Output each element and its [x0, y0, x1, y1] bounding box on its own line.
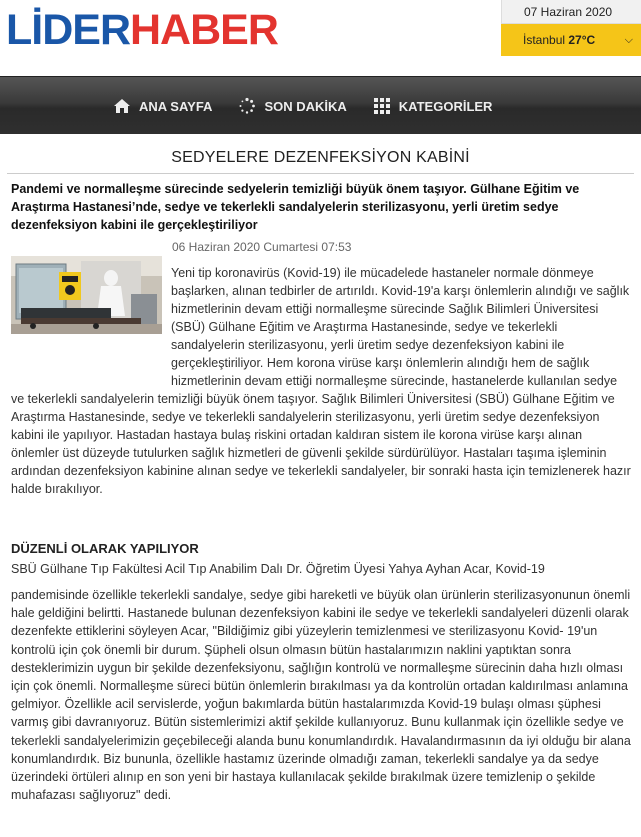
- current-date: 07 Haziran 2020: [501, 0, 641, 24]
- weather-temp: 27°C: [568, 33, 596, 47]
- article-lead-text: Yeni tip koronavirüs (Kovid-19) ile mücadelede hastaneler normale dönmeye başlarken, alınan tedbirler de artırıldı. Kovid-19'a karşı önlemlerin alındığı ve sağlık hizmetlerinin devam ettiği normalleşme sürecinde Sağlık Bilimleri Üniversitesi (SBÜ) Gülhane Eğitim ve Araştırma Hastanesinde, sedye ve tekerlekli sandalyelerin sterilizasyonu, yerli üretim sedye dezenfeksiyon kabini ile gerçekleştiriliyor. Hem korona virüse karşı önlemlerin alındığı hem de sağlık hizmetlerinin devam ettiği normalleşme sürecinde, hastanelerde kullanılan sedye ve tekerlekli sandalyelerin temizliği büyük önem taşıyor. Sağlık Bilimleri Üniversitesi (SBÜ) Gülhane Eğitim ve Araştırma Hastanesinde, sedye ve tekerlekli sandalyelerin sterilizasyonu, yerli üretim sedye dezenfeksiyon kabini ile yapılıyor. Hastadan hastaya bulaş riskini ortadan kaldıran sistem ile korona virüse karşı alınan önlemler üst düzeyde tutulurken sağlık hizmetleri de güvenli şekilde sürdürülüyor. Hastaları taşıma işleminin ardından dezenfeksiyon kabinine alınan sedye ve tekerlekli sandalyeler, bir sonraki hasta için temizlenerek hazır halde bırakılıyor.: [11, 266, 631, 496]
- title-divider: [7, 173, 634, 174]
- article-subheading: DÜZENLİ OLARAK YAPILIYOR: [11, 541, 199, 556]
- site-header: [0, 0, 641, 76]
- article-title: SEDYELERE DEZENFEKSİYON KABİNİ: [171, 149, 470, 166]
- nav-label-home: ANA SAYFA: [139, 98, 213, 114]
- article-date: 06 Haziran 2020 Cumartesi 07:53: [172, 240, 352, 254]
- spinner-icon: [238, 97, 256, 115]
- nav-item-breaking[interactable]: [238, 97, 346, 115]
- home-icon: [113, 97, 131, 115]
- nav-item-categories[interactable]: [373, 97, 493, 115]
- main-nav: [0, 76, 641, 134]
- article-summary: Pandemi ve normalleşme sürecinde sedyelerin temizliği büyük önem taşıyor. Gülhane Eğitim ve Araştırma Hastanesi’nde, sedye ve tekerlekli sandalyelerin sterilizasyonu, yerli üretim sedye dezenfeksiyon kabini ile gerçekleştiriliyor: [11, 182, 580, 232]
- image-spacer: [11, 264, 171, 376]
- nav-label-breaking: SON DAKİKA: [264, 98, 347, 114]
- article-lead: [11, 264, 631, 498]
- article-byline: SBÜ Gülhane Tıp Fakültesi Acil Tıp Anabilim Dalı Dr. Öğretim Üyesi Yahya Ayhan Acar, Kovid-19: [11, 562, 545, 576]
- logo-part-lider: LİDER: [6, 6, 130, 54]
- nav-item-home[interactable]: [113, 97, 212, 115]
- logo-part-haber: HABER: [130, 6, 278, 54]
- nav-label-categories: KATEGORİLER: [398, 98, 493, 114]
- chevron-down-icon[interactable]: ⌵: [624, 34, 633, 46]
- article-body: pandemisinde özellikle tekerlekli sandalye, sedye gibi hareketli ve büyük olan ürünlerin sterilizasyonunun önemli hale geldiğini belirtti. Hastanede bulunan dezenfeksiyon kabini ile sedye ve tekerlekli sandalyeleri düzenli olarak dezenfekte ettiklerini söyleyen Acar, "Bildiğimiz gibi yüzeylerin temizlenmesi ve sterilizasyonu Kovid- 19'un kontrolü için çok önemli bir durum. Şüpheli olsun olmasın bütün hastalarımızın naklini yaptıktan sonra desteklerimizin uygun bir şekilde dezenfeksiyonu, sağlığın kontrolü ve normalleşme sürecinin daha hızlı olması için çok önemli. Normalleşme süreci bütün önlemlerin bırakılması ya da kontrolün ortadan kaldırılması anlamına gelmiyor. Özellikle acil servislerde, yoğun bakımlarda bütün hastalarımızda Kovid-19 bulaşı olması şüphesi varmış gibi davranıyoruz. Bütün sistemlerimizi aktif şekilde kullanıyoruz. Bunu kullanmak için özellikle sedye ve tekerlekli sandalyelerimizin geçebileceği alanda bunu konumlandırdık. Havalandırmasının da iyi olduğu bir alana konumlandırdık. Biz bununla, özellikle hastamız üzerinde olmadığı zaman, tekerlekli sandalye ya da sedye üzerindeki örtüleri alınıp en son yeni bir hastaya kullanılacak şekilde bırakılmak üzere temizlenip o şekilde muhafazası sağlıyoruz" dedi.: [11, 588, 631, 803]
- weather-widget[interactable]: [501, 24, 641, 56]
- site-logo[interactable]: [6, 6, 278, 54]
- grid-icon: [373, 97, 391, 115]
- weather-city: İstanbul: [523, 33, 566, 47]
